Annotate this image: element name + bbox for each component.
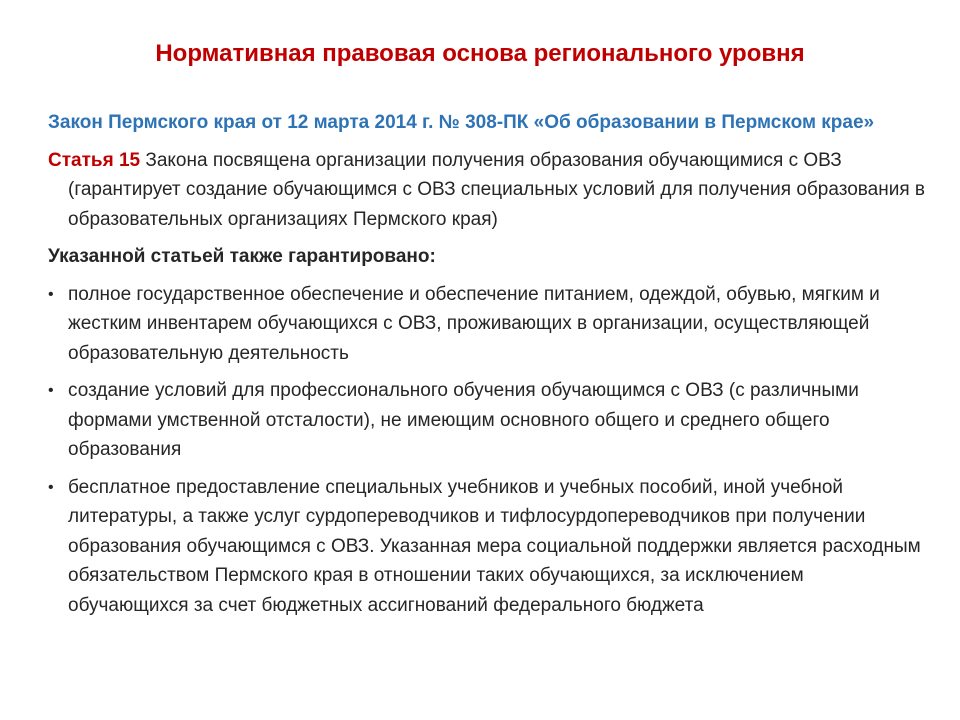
list-item-text: полное государственное обеспечение и обеспечение питанием, одеждой, обувью, мягким и жестким инвентарем обучающихся с ОВЗ, проживающих в организации, осуществляющей образовательную деятельность — [68, 283, 880, 364]
law-title: Закон Пермского края от 12 марта 2014 г. № 308-ПК «Об образовании в Пермском крае» — [48, 112, 875, 133]
list-item-text: бесплатное предоставление специальных учебников и учебных пособий, иной учебной литературы, а также услуг сурдопереводчиков и тифлосурдопереводчиков при получении образования обучающимся с ОВЗ. Указанная мера социальной поддержки является расходным обязательством Пермского края в отношении таких обучающихся, за исключением обучающихся за счет бюджетных ассигнований федерального бюджета — [68, 476, 921, 616]
bullet-icon: • — [48, 382, 54, 399]
law-paragraph — [48, 108, 928, 138]
bullet-icon: • — [48, 285, 54, 303]
list-item — [48, 473, 928, 621]
list-item-text: создание условий для профессионального обучения обучающимся с ОВЗ (с различными формами умственной отсталости), не имеющим основного общего и среднего общего образования — [68, 380, 859, 460]
slide-title: Нормативная правовая основа регионального уровня — [155, 40, 805, 67]
guarantee-heading: Указанной статьей также гарантировано: — [48, 246, 436, 267]
bullet-icon: • — [48, 478, 54, 496]
article-paragraph — [48, 146, 928, 235]
guarantee-list — [48, 280, 928, 621]
list-item — [48, 376, 928, 465]
slide-content — [48, 108, 928, 628]
article-text: Закона посвящена организации получения образования обучающимися с ОВЗ (гарантирует создание обучающимся с ОВЗ специальных условий для получения образования в образовательных организациях Пермского края) — [68, 149, 925, 230]
list-item — [48, 280, 928, 369]
article-reference: Статья 15 — [48, 149, 141, 171]
